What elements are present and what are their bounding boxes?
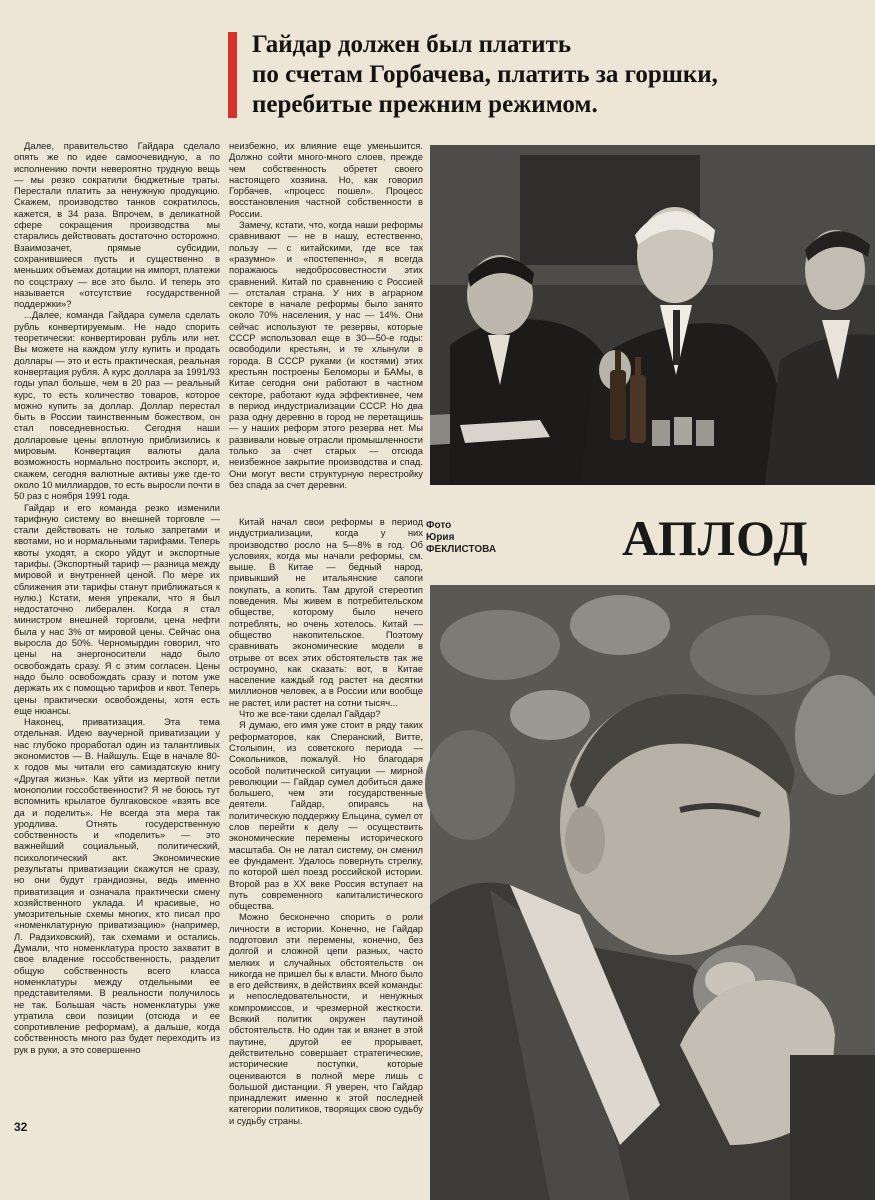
section-banner-word: АПЛОД bbox=[622, 510, 809, 566]
photo-credit: Фото Юрия ФЕКЛИСТОВА bbox=[426, 520, 497, 555]
paragraph: Я думаю, его имя уже стоит в ряду таких реформаторов, как Сперанский, Витте, Столыпин, из советского периода — Сокольников, пожалуй. Но благодаря особой политической ситуации — мирной революции — Гайдар сумел добиться даже большего, чем эти государственные деятели. Гайдар, опираясь на политическую поддержку Ельцина, сумел от слов перейти к делу — осуществить экономические перемены исторического масштаба. Он не латал систему, он сменил ее фундамент. Удалось повернуть стрелку, по которой шел поезд российской истории. Второй раз в XX веке Россия вступает на путь современного капиталистического общества. bbox=[229, 719, 423, 912]
paragraph: Китай начал свои реформы в период индустриализации, когда у них производство росло на 5—8% в год. Об условиях, когда мы начали реформы, см. выше. В Китае — бедный народ, привыкший не итальянские сапоги покупать, а копить. Там другой стереотип поведения. Мы живем в потребительском обществе, которому было нечего потреблять, но очень хотелось. Китай — общество накопительское. Поэтому сравнивать экономические модели в отрыве от всех этих обстоятельств так же остроумно, как сказать: вот, в Китае население каждый год растет на десятки миллионов человек, а в России или вообще не растет, или растет на сотни тысяч... bbox=[229, 516, 423, 708]
paragraph: неизбежно, их влияние еще уменьшится. Должно сойти много-много слоев, прежде чем собственность обретет своего настоящего хозяина. Но, как говорил Горбачев, «процесс пошел». Процесс восстановления частной собственности в России. bbox=[229, 140, 423, 219]
photo-meeting-illustration bbox=[430, 145, 875, 485]
photo-man-eating-apple-illustration bbox=[430, 585, 875, 1200]
article-column-2-bottom bbox=[229, 516, 423, 1126]
headline-accent-bar bbox=[228, 32, 237, 118]
article-column-2-top bbox=[229, 140, 423, 495]
photo-man-eating-apple bbox=[430, 585, 875, 1200]
paragraph: Можно бесконечно спорить о роли личности в истории. Конечно, не Гайдар подготовил эти перемены, конечно, без долгой и сложной цепи разных, часто мелких и случайных обстоятельств он никогда не пришел бы к власти. Много было в его действиях, в действиях всей команды: и непоследовательности, и ненужных компромиссов, и чрезмерной жесткости. Всякий политик окружен паутиной обстоятельств. Но один так и вязнет в этой паутине, другой ее прорывает, действительно совершает стратегические, исторические поступки, которые оцениваются в полной мере лишь с большой дистанции. Я уверен, что Гайдар принадлежит именно к этой последней категории политиков, творящих свою судьбу и судьбу страны. bbox=[229, 911, 423, 1126]
headline: Гайдар должен был платить по счетам Горбачева, платить за горшки, перебитые прежним режимом. bbox=[252, 31, 718, 118]
paragraph: ...Далее, команда Гайдара сумела сделать рубль конвертируемым. Не надо спорить теоретически: конвертирован рубль или нет. Вы можете на каждом углу купить и продать доллары — это и есть практическая, реальная конвертация рубля. А курс доллара за 1991/93 годы упал больше, чем в 20 раз — реальный курс, то есть количество товаров, которое можно купить за доллар. Доллар перестал быть в России таинственным божеством, он стал повседневностью. Сегодня наши долларовые цены вплотную приблизились к мировым. Конвертация валюты дала возможность нормально построить экспорт, и, скажем, сегодня валютные активы уже где-то около 10 миллиардов, то есть выросли почти в 50 раз с ноября 1991 года. bbox=[14, 309, 220, 502]
photo-meeting bbox=[430, 145, 875, 485]
paragraph: Гайдар и его команда резко изменили тарифную систему во внешней торговле — стали действовать не только запретами и квотами, но и нормальными тарифами. Теперь квоты уходят, а скоро уйдут и экспортные тарифы. (Экспортный тариф — разница между мировой и внутренней ценой. По мере их сближения эти тарифы станут приближаться к нулю.) Кстати, меня упрекали, что я был недостаточно либерален. Когда я стал министром внешней торговли, цена нефти была у нас 3% от мировой цены. Сейчас она выросла до 50%. Черномырдин говорил, что цены на энергоносители надо было освобождать сразу. Я с этим согласен. Цены надо было освобождать сразу и потом уже держать их с помощью тарифов и квот. Теперь цены практически освобождены, хотя есть еще нюансы. bbox=[14, 501, 220, 716]
paragraph: Далее, правительство Гайдара сделало опять же по идее самоочевидную, а по исполнению почти невероятно трудную вещь — мы резко сократили бюджетные траты. Перестали платить за ненужную продукцию. Скажем, производство танков сократилось, кажется, в 34 раза. Впрочем, в деликатной сфере сокращения производства мы старались действовать достаточно осторожно. Взаимозачет, прямые субсидии, сохранившиеся пусть и существенно в меньших объемах дотации на импорт, платежи по соцстраху — все это было. И теперь это называется «отсутствие государственной поддержки»? bbox=[14, 140, 220, 310]
paragraph: Замечу, кстати, что, когда наши реформы сравнивают — не в нашу, естественно, пользу — с китайскими, где все так «разумно» и «постепенно», я всегда поражаюсь недобросовестности этих сравнений. Китай по сравнению с Россией — отсталая страна. У них в аграрном секторе в начале реформы было занято около 70% населения, у нас — 14%. Они сейчас используют те резервы, которые СССР использовал еще в 30—50-е годы: освободили крестьян, и те хлынули в города. В СССР руками (и костями) этих крестьян построены Беломоры и БАМы, в Китае сегодня они работают в частном секторе, работают куда эффективнее, чем в период индустриализации СССР. Но два раза одну деревню в город не перетащишь — у наших реформ этого резерва нет. Мы развивали новые отрасли промышленности только за счет старых — отсюда неизбежное закрытие производства и спад. Они могут вести структурную перестройку без спада за счет деревни. bbox=[229, 219, 423, 490]
page-number: 32 bbox=[14, 1120, 28, 1134]
paragraph: Наконец, приватизация. Эта тема отдельная. Идею ваучерной приватизации у нас глубоко проработал один из талантливых экономистов — В. Найшуль. Еще в начале 80-х годов мы читали его самиздатскую книгу «Другая жизнь». Как уйти из мертвой петли монополии госсобственности? Я не боюсь тут вспомнить крылатое булгаковское «взять все да и поделить». Не всегда эта мера так уродлива. Отнять госудерственную собственность и «поделить» — это важнейший социальный, политический, психологический акт. Экономические результаты приватизации скажутся не сразу, но они будут грандиозны, ведь именно приватизация и означала практически смену хозяйственного уклада. И красивые, но умозрительные схемы многих, кто писал про «номенклатурную приватизацию» (например, Л. Радзиховский), так схемами и остались. Думали, что номенклатура просто захватит в свое владение госсобственность, разделит общую собственность всего класса номенклатуры между отдельными ее представителями. В реальности получилось не так. Большая часть номенклатуры уже утратила свои позиции (отсюда и ее сопротивление реформам), а дальше, когда собственность много раз будет переходить из рук в руки, а это совершенно bbox=[14, 716, 220, 1055]
article-column-1 bbox=[14, 140, 220, 1110]
paragraph: Что же все-таки сделал Гайдар? bbox=[239, 708, 381, 720]
